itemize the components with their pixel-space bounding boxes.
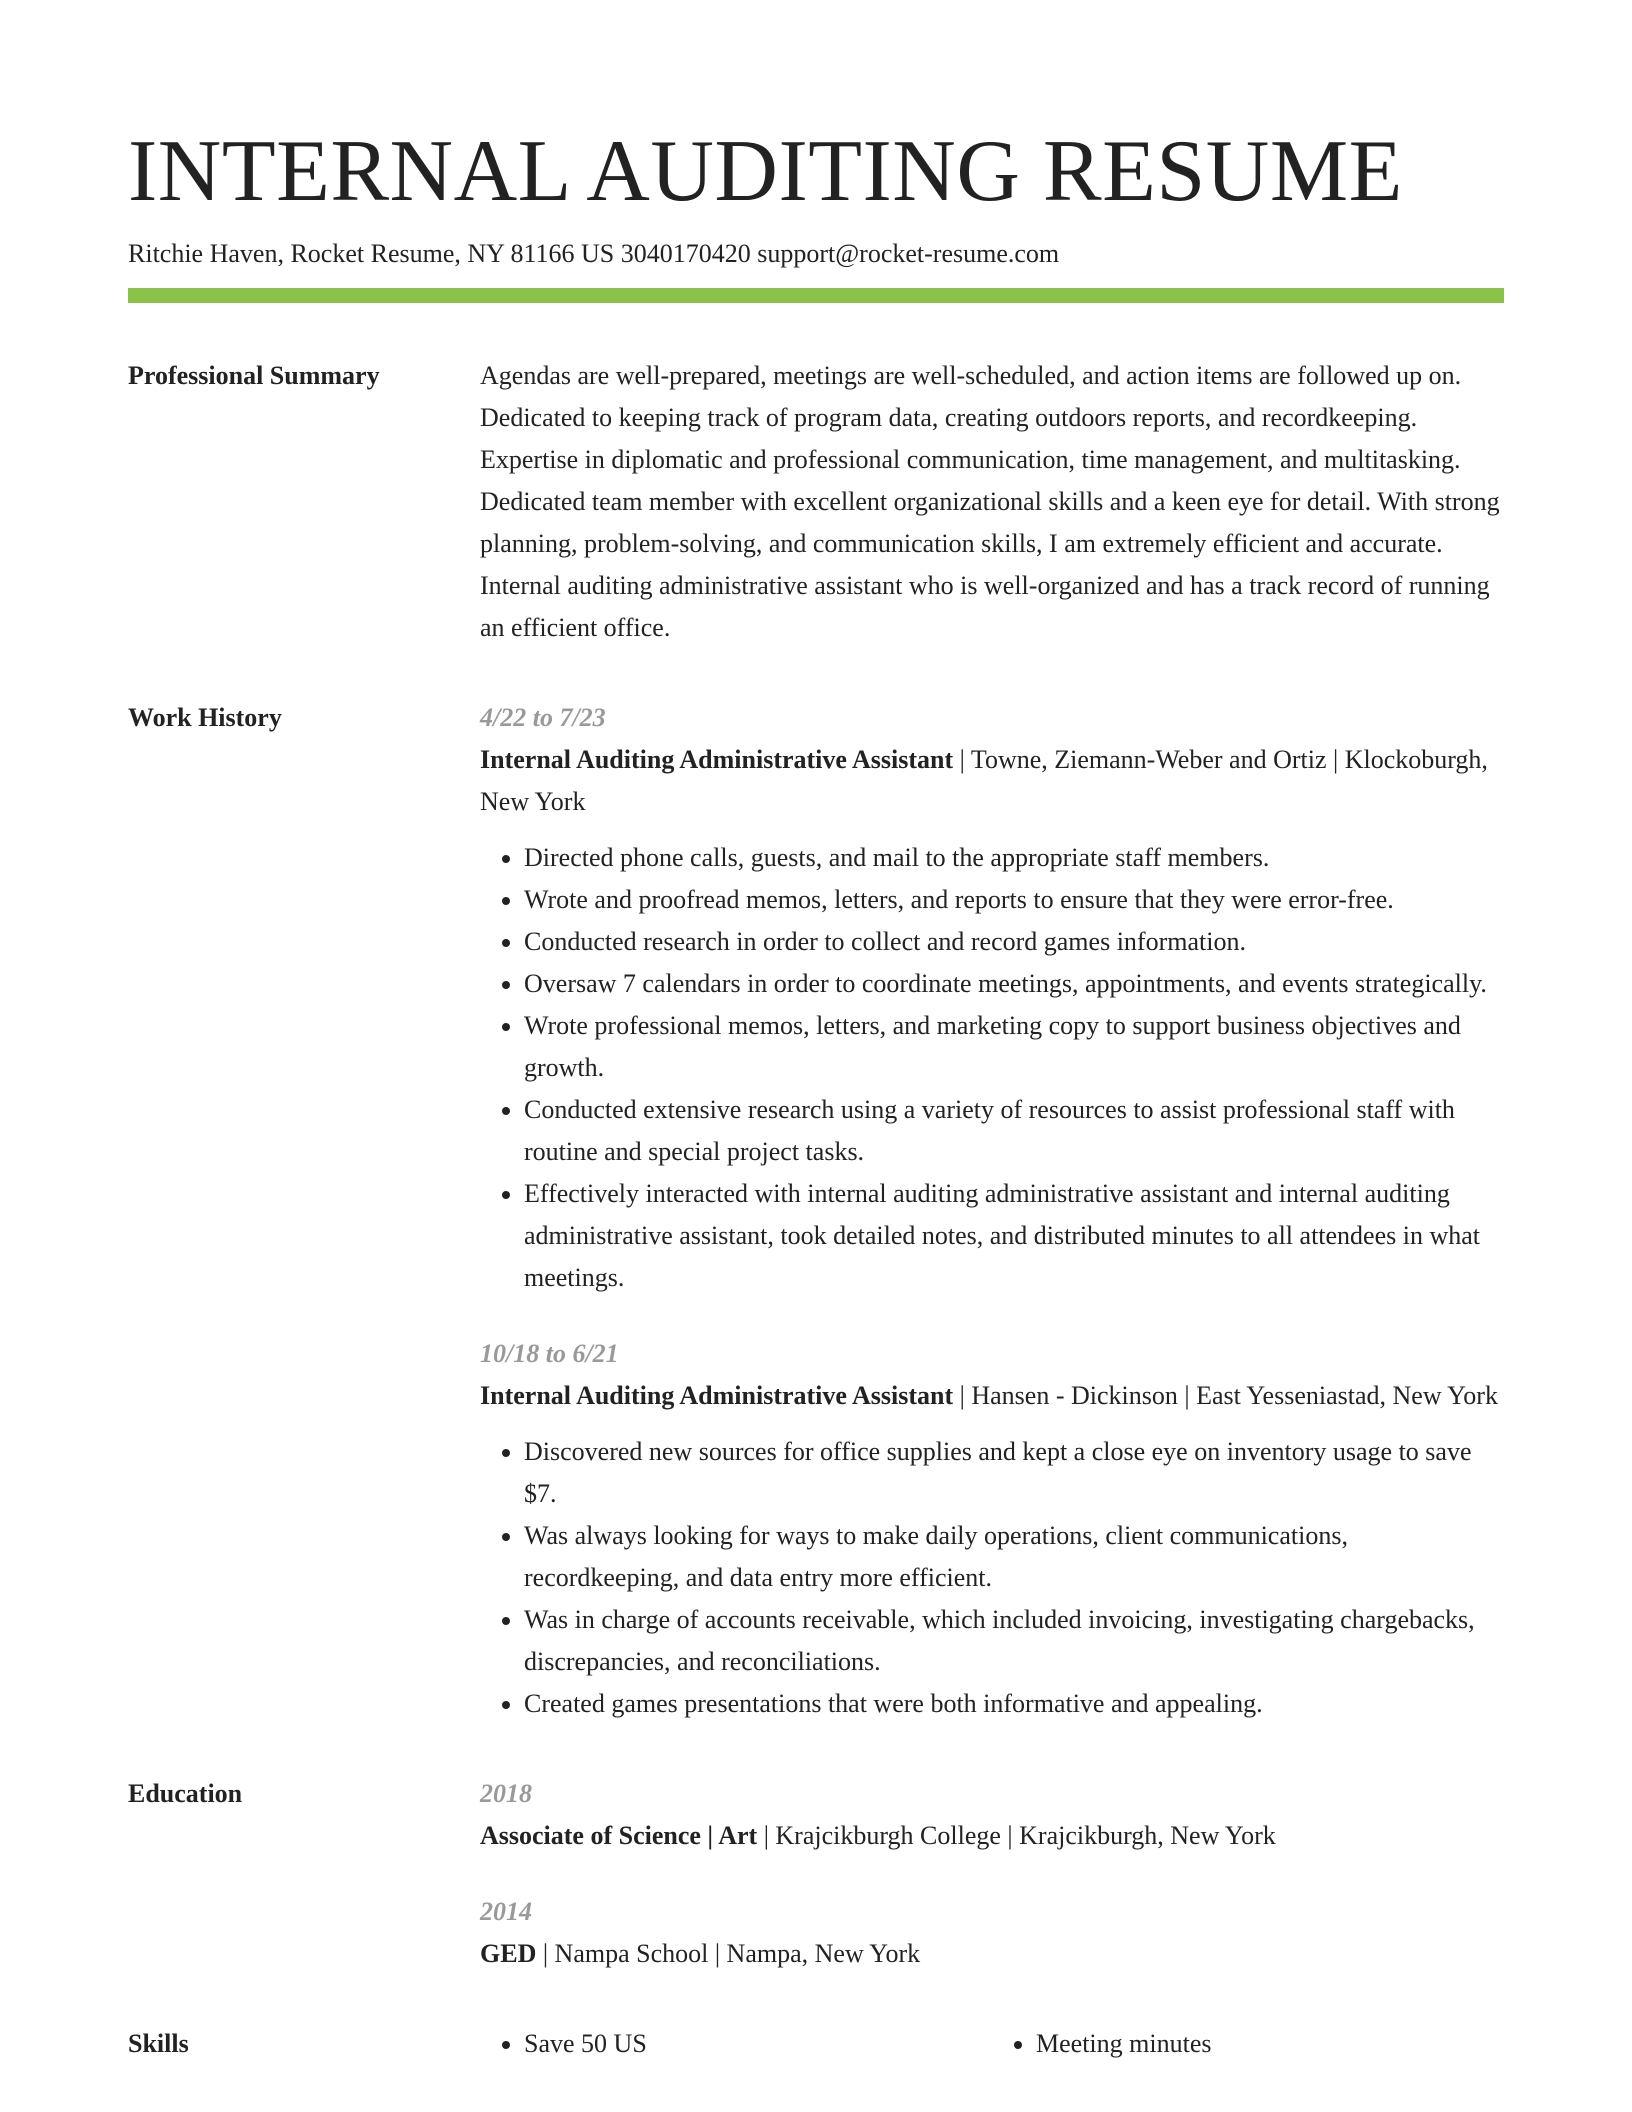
skill-item: • Save 50 US bbox=[524, 2023, 992, 2065]
education-details: | Nampa School | Nampa, New York bbox=[536, 1939, 921, 1968]
resume-title: INTERNAL AUDITING RESUME bbox=[128, 123, 1403, 220]
job-bullet: • Conducted research in order to collect and record games information. bbox=[524, 921, 1504, 963]
job-bullet: • Discovered new sources for office supplies and kept a close eye on inventory usage to save $7. bbox=[524, 1431, 1504, 1515]
job-date: 10/18 to 6/21 bbox=[480, 1339, 619, 1368]
education-line bbox=[480, 1933, 1504, 1975]
education-degree: Associate of Science | Art bbox=[480, 1821, 758, 1850]
education-details: | Krajcikburgh College | Krajcikburgh, New York bbox=[757, 1821, 1276, 1850]
job-bullet: • Wrote and proofread memos, letters, and reports to ensure that they were error-free. bbox=[524, 879, 1504, 921]
job-details: | Towne, Ziemann-Weber and Ortiz | Klockoburgh, New York bbox=[480, 745, 1488, 816]
skills-body bbox=[480, 2023, 1504, 2065]
education-entry bbox=[480, 1891, 1504, 1975]
education-heading: Education bbox=[128, 1779, 243, 1808]
job-title: Internal Auditing Administrative Assistant bbox=[480, 1381, 954, 1410]
work-history-heading: Work History bbox=[128, 703, 282, 732]
education-date: 2014 bbox=[480, 1897, 532, 1926]
accent-divider bbox=[128, 288, 1504, 303]
contact-line bbox=[128, 236, 1504, 272]
work-history-body bbox=[480, 697, 1504, 1725]
summary-body bbox=[480, 355, 1504, 649]
skills-list-left bbox=[480, 2023, 992, 2065]
job-bullets bbox=[480, 1431, 1504, 1725]
work-history-section bbox=[128, 697, 1504, 1725]
skills-section bbox=[128, 2023, 1504, 2065]
job-entry bbox=[480, 697, 1504, 1299]
education-entry bbox=[480, 1773, 1504, 1857]
contact-email: support@rocket-resume.com bbox=[757, 239, 1060, 268]
job-bullet: • Created games presentations that were both informative and appealing. bbox=[524, 1683, 1504, 1725]
job-details: | Hansen - Dickinson | East Yesseniastad, New York bbox=[953, 1381, 1498, 1410]
education-line bbox=[480, 1815, 1504, 1857]
job-bullet: • Effectively interacted with internal auditing administrative assistant and internal auditing administrative assistant, took detailed notes, and distributed minutes to all attendees in what meetings. bbox=[524, 1173, 1504, 1299]
summary-section bbox=[128, 355, 1504, 649]
education-section bbox=[128, 1773, 1504, 1975]
job-bullet: • Was in charge of accounts receivable, which included invoicing, investigating chargebacks, discrepancies, and reconciliations. bbox=[524, 1599, 1504, 1683]
job-role-line bbox=[480, 739, 1504, 823]
resume-page bbox=[128, 120, 1504, 2065]
job-date: 4/22 to 7/23 bbox=[480, 703, 606, 732]
contact-phone: 3040170420 bbox=[620, 239, 751, 268]
summary-text: Agendas are well-prepared, meetings are well-scheduled, and action items are followed up on. Dedicated to keeping track of program data, creating outdoors reports, and recordkeeping. Expertise in diplomatic and professional communication, time management, and multitasking. Dedicated team member with excellent organizational skills and a keen eye for detail. With strong planning, problem-solving, and communication skills, I am extremely efficient and accurate. Internal auditing administrative assistant who is well-organized and has a track record of running an efficient office. bbox=[480, 361, 1500, 642]
job-title: Internal Auditing Administrative Assistant bbox=[480, 745, 954, 774]
summary-heading: Professional Summary bbox=[128, 361, 380, 390]
skill-item: • Meeting minutes bbox=[1036, 2023, 1504, 2065]
education-date: 2018 bbox=[480, 1779, 532, 1808]
job-bullet: • Directed phone calls, guests, and mail to the appropriate staff members. bbox=[524, 837, 1504, 879]
job-bullet: • Was always looking for ways to make daily operations, client communications, recordkeeping, and data entry more efficient. bbox=[524, 1515, 1504, 1599]
education-degree: GED bbox=[480, 1939, 537, 1968]
job-role-line bbox=[480, 1375, 1504, 1417]
education-body bbox=[480, 1773, 1504, 1975]
job-bullet: • Wrote professional memos, letters, and marketing copy to support business objectives and growth. bbox=[524, 1005, 1504, 1089]
skills-heading: Skills bbox=[128, 2029, 189, 2058]
job-entry bbox=[480, 1333, 1504, 1725]
job-bullets bbox=[480, 837, 1504, 1299]
job-bullet: • Oversaw 7 calendars in order to coordinate meetings, appointments, and events strategically. bbox=[524, 963, 1504, 1005]
job-bullet: • Conducted extensive research using a variety of resources to assist professional staff with routine and special project tasks. bbox=[524, 1089, 1504, 1173]
skills-list-right bbox=[992, 2023, 1504, 2065]
contact-name: Ritchie Haven, bbox=[128, 239, 284, 268]
contact-location: Rocket Resume, NY 81166 US bbox=[290, 239, 615, 268]
